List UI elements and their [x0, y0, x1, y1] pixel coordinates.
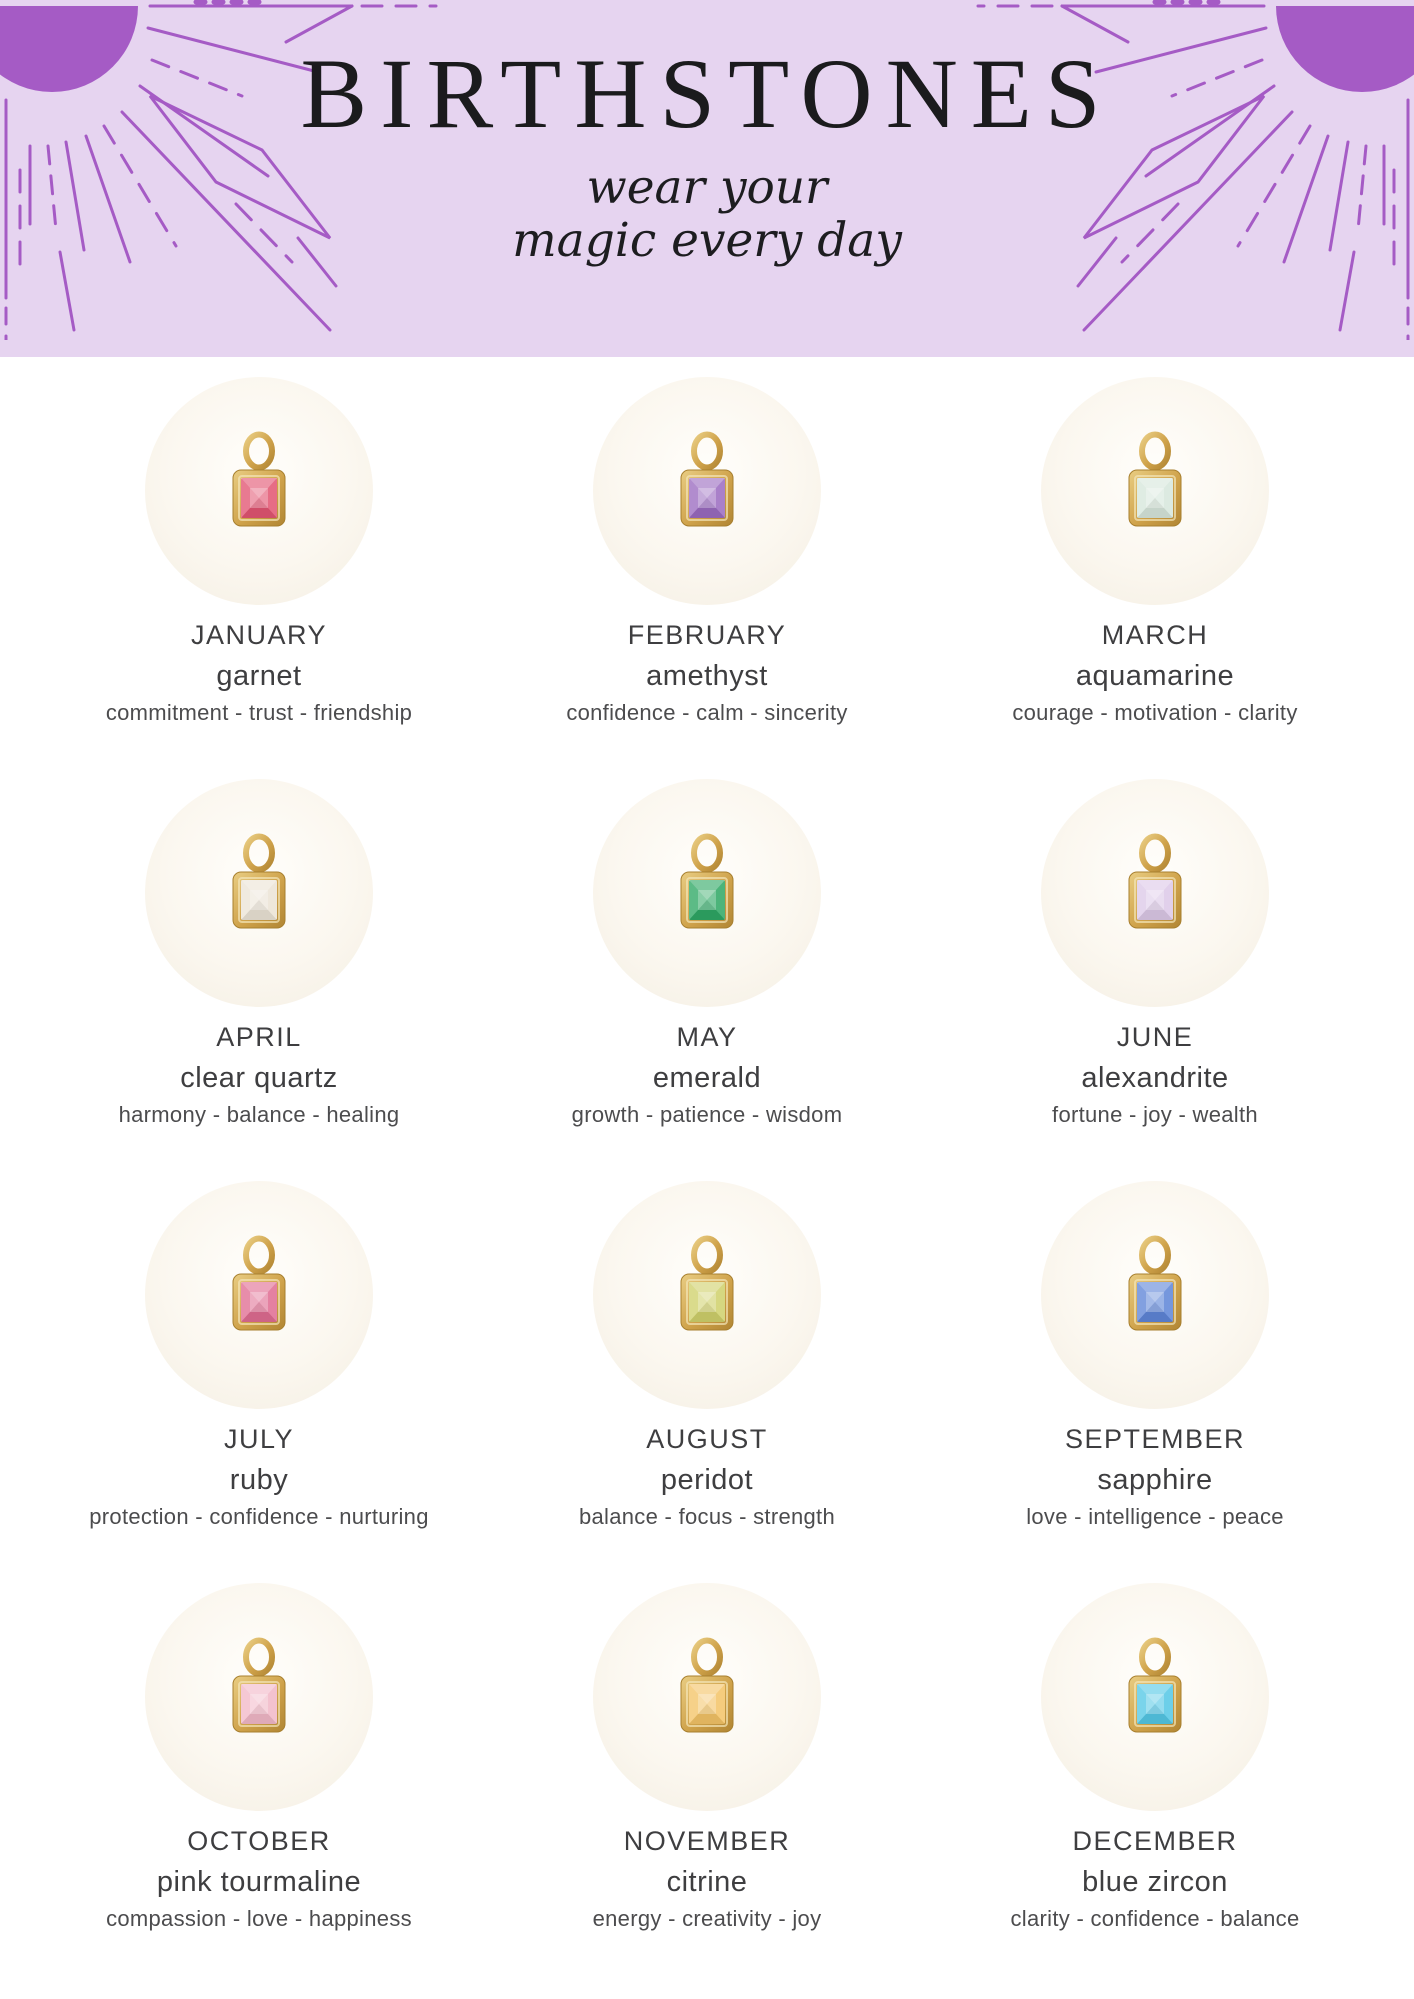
stone-name: pink tourmaline: [156, 1866, 362, 1898]
charm-photo: [1041, 377, 1269, 605]
month-cell-august: [483, 1161, 931, 1563]
stone-name: blue zircon: [1082, 1866, 1228, 1898]
stone-traits: balance - focus - strength: [578, 1504, 836, 1529]
charm-photo: [145, 1181, 373, 1409]
month-cell-february: [483, 357, 931, 759]
charm-photo: [145, 377, 373, 605]
month-name: AUGUST: [646, 1424, 768, 1454]
stone-traits: commitment - trust - friendship: [105, 700, 413, 725]
pendant-charm-icon: [222, 1234, 296, 1356]
stone-name: emerald: [652, 1062, 762, 1094]
pendant-charm-icon: [1118, 1636, 1192, 1758]
stone-traits: love - intelligence - peace: [1026, 1504, 1284, 1529]
birthstone-grid: [0, 357, 1414, 1965]
charm-photo: [593, 377, 821, 605]
stone-traits: compassion - love - happiness: [106, 1906, 412, 1931]
stone-name: citrine: [666, 1866, 748, 1898]
subtitle-line2: magic every day: [512, 212, 902, 268]
header-banner: [0, 0, 1414, 357]
page-title: BIRTHSTONES: [300, 38, 1114, 149]
month-name: JANUARY: [190, 620, 328, 650]
charm-photo: [1041, 779, 1269, 1007]
stone-name: amethyst: [646, 660, 768, 692]
charm-photo: [145, 1583, 373, 1811]
month-name: JUNE: [1116, 1022, 1194, 1052]
pendant-charm-icon: [670, 430, 744, 552]
charm-photo: [145, 779, 373, 1007]
month-name: SEPTEMBER: [1064, 1424, 1246, 1454]
month-cell-september: [931, 1161, 1379, 1563]
stone-name: peridot: [660, 1464, 754, 1496]
stone-traits: energy - creativity - joy: [592, 1906, 822, 1931]
pendant-charm-icon: [1118, 1234, 1192, 1356]
charm-photo: [1041, 1583, 1269, 1811]
month-cell-april: [35, 759, 483, 1161]
pendant-charm-icon: [670, 1234, 744, 1356]
month-cell-june: [931, 759, 1379, 1161]
pendant-charm-icon: [1118, 430, 1192, 552]
subtitle-line1: wear your: [586, 160, 828, 215]
month-name: MAY: [676, 1022, 738, 1052]
month-name: DECEMBER: [1072, 1826, 1238, 1856]
month-cell-may: [483, 759, 931, 1161]
month-name: JULY: [223, 1424, 295, 1454]
page-subtitle: [0, 162, 1414, 267]
stone-traits: confidence - calm - sincerity: [566, 700, 848, 725]
pendant-charm-icon: [1118, 832, 1192, 954]
stone-traits: harmony - balance - healing: [118, 1102, 400, 1127]
stone-traits: growth - patience - wisdom: [571, 1102, 843, 1127]
charm-photo: [593, 1181, 821, 1409]
stone-name: aquamarine: [1075, 660, 1235, 692]
month-cell-december: [931, 1563, 1379, 1965]
charm-photo: [1041, 1181, 1269, 1409]
stone-traits: courage - motivation - clarity: [1012, 700, 1298, 725]
month-cell-july: [35, 1161, 483, 1563]
pendant-charm-icon: [222, 1636, 296, 1758]
month-name: OCTOBER: [187, 1826, 331, 1856]
month-name: APRIL: [216, 1022, 302, 1052]
stone-name: clear quartz: [180, 1062, 338, 1094]
pendant-charm-icon: [670, 1636, 744, 1758]
stone-traits: protection - confidence - nurturing: [89, 1504, 429, 1529]
stone-name: garnet: [216, 660, 302, 692]
month-cell-january: [35, 357, 483, 759]
month-cell-march: [931, 357, 1379, 759]
stone-name: ruby: [229, 1464, 289, 1496]
pendant-charm-icon: [222, 430, 296, 552]
month-name: NOVEMBER: [623, 1826, 791, 1856]
stone-traits: fortune - joy - wealth: [1052, 1102, 1258, 1127]
month-name: MARCH: [1101, 620, 1209, 650]
stone-name: sapphire: [1097, 1464, 1213, 1496]
month-cell-october: [35, 1563, 483, 1965]
month-cell-november: [483, 1563, 931, 1965]
month-name: FEBRUARY: [627, 620, 787, 650]
pendant-charm-icon: [222, 832, 296, 954]
stone-traits: clarity - confidence - balance: [1010, 1906, 1300, 1931]
pendant-charm-icon: [670, 832, 744, 954]
charm-photo: [593, 779, 821, 1007]
charm-photo: [593, 1583, 821, 1811]
stone-name: alexandrite: [1081, 1062, 1229, 1094]
